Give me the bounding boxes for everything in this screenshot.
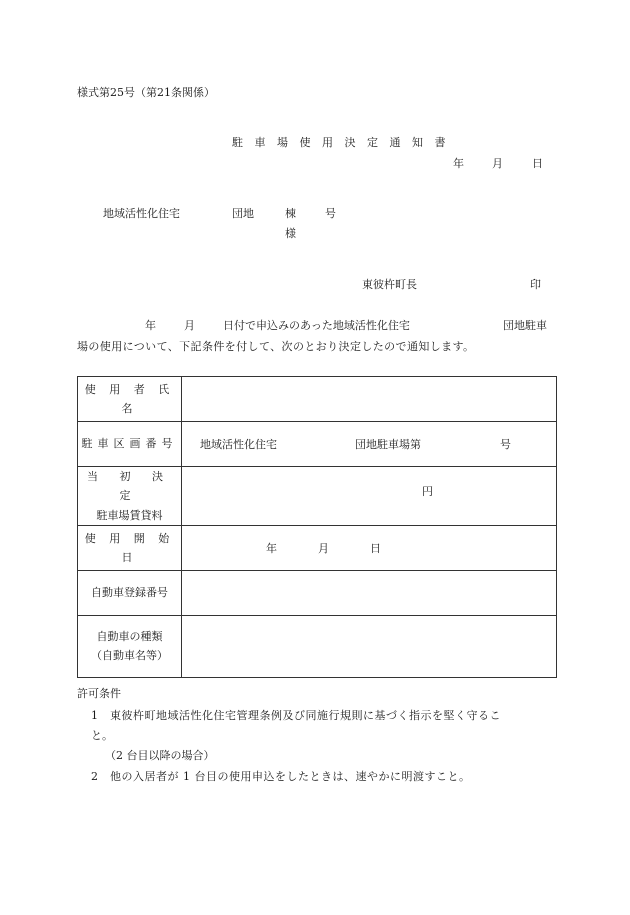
parking-lot-text: 団地駐車場第 [355,438,421,451]
date-month: 月 [492,157,503,170]
user-name-field[interactable] [182,377,557,422]
body-sentence-2: 団地駐車 [503,319,547,332]
addressee-housing: 地域活性化住宅 [103,207,180,220]
table-row [78,422,557,467]
start-date-label [78,525,182,570]
fee-label-line2: 駐車場賃貸料 [96,508,163,522]
condition-2-text: 他の入居者が 1 台目の使用申込をしたときは、速やかに明渡すこと。 [110,770,471,783]
fee-unit: 円 [422,485,433,498]
condition-2-note: （2 台目以降の場合） [105,749,215,762]
parking-decision-table [77,376,557,678]
fee-label [78,467,182,526]
parking-housing-text: 地域活性化住宅 [200,438,277,451]
condition-1-text: 東彼杵町地域活性化住宅管理条例及び同施行規則に基づく指示を堅く守るこ [110,709,501,722]
parking-no-label [78,422,182,467]
body-year: 年 [145,319,156,332]
issuer-name: 東彼杵町長 [362,278,417,291]
addressee-number: 号 [325,207,336,220]
seal-mark: 印 [530,278,541,291]
table-row [78,467,557,526]
table-row [78,525,557,570]
condition-2-number: 2 [91,770,98,783]
addressee-honorific: 様 [285,227,296,240]
body-month: 月 [184,319,195,332]
table-row [78,377,557,422]
parking-no-label-text: 駐車区画番号 [81,437,178,451]
start-date-label-text: 使 用 開 始 日 [84,531,175,564]
form-number: 様式第25号（第21条関係） [77,86,215,99]
addressee-building: 棟 [285,207,296,220]
vehicle-type-label [78,615,182,677]
condition-1-number: 1 [91,709,98,722]
start-date-field[interactable] [182,525,557,570]
fee-field[interactable] [182,467,557,526]
parking-no-field[interactable] [182,422,557,467]
parking-number-text: 号 [500,438,511,451]
date-year: 年 [453,157,464,170]
table-row [78,570,557,615]
registration-label-text: 自動車登録番号 [91,586,168,600]
date-day: 日 [532,157,543,170]
user-name-label [78,377,182,422]
start-date-day: 日 [370,541,381,555]
body-sentence-1: 日付で申込みのあった地域活性化住宅 [223,319,410,332]
start-date-month: 月 [318,541,329,555]
registration-label [78,570,182,615]
fee-label-line1: 当 初 決 定 [87,470,172,503]
table-row [78,615,557,677]
condition-1-text-cont: と。 [91,729,113,742]
user-name-label-text: 使 用 者 氏 名 [84,382,175,415]
document-title: 駐 車 場 使 用 決 定 通 知 書 [232,136,450,149]
vehicle-type-label-line2: （自動車名等） [91,649,168,663]
conditions-heading: 許可条件 [77,687,121,700]
body-sentence-3: 場の使用について、下記条件を付して、次のとおり決定したので通知します。 [77,340,475,353]
vehicle-type-field[interactable] [182,615,557,677]
addressee-complex: 団地 [232,207,254,220]
vehicle-type-label-line1: 自動車の種類 [96,630,163,643]
start-date-year: 年 [266,541,277,555]
registration-field[interactable] [182,570,557,615]
